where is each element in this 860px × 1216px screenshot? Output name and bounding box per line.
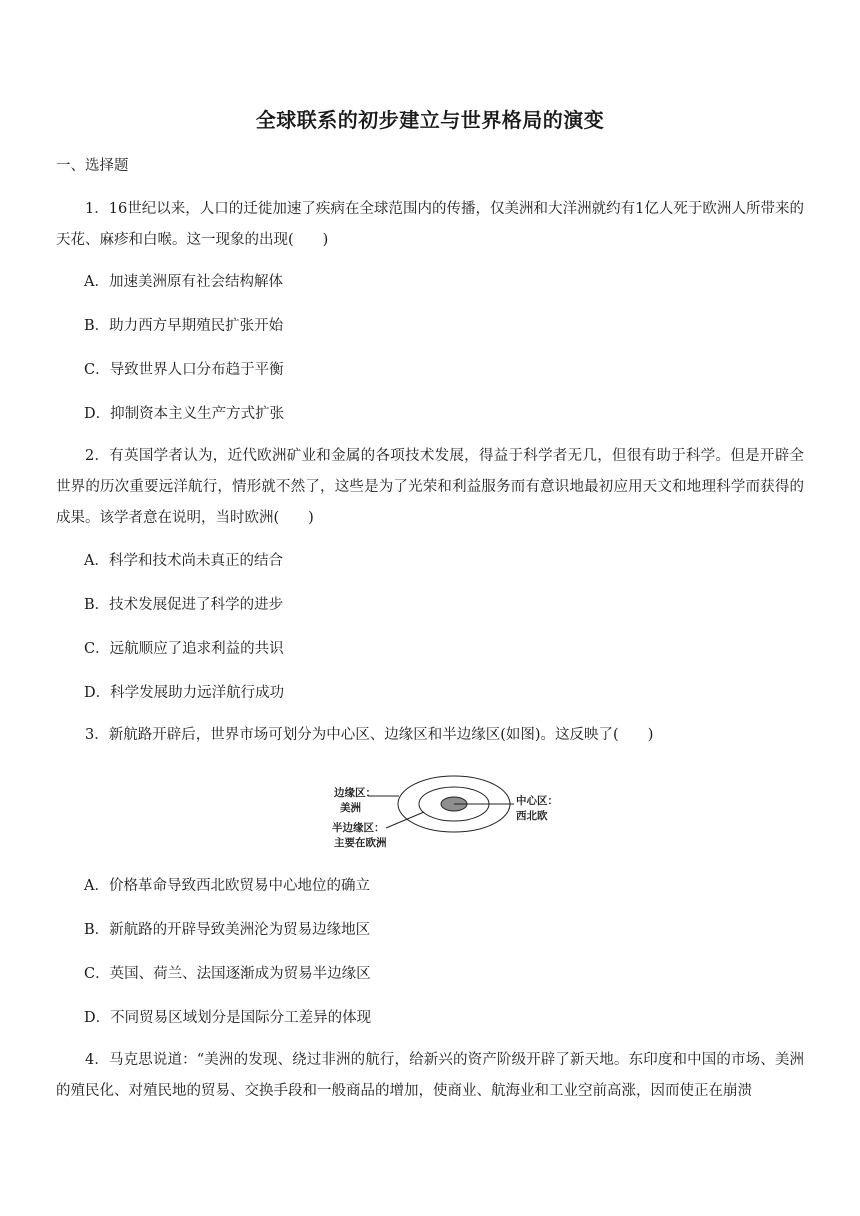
- page-title: 全球联系的初步建立与世界格局的演变: [255, 108, 605, 132]
- question-2-option-a: A．科学和技术尚未真正的结合: [84, 553, 283, 569]
- question-2-option-c: C．远航顺应了追求利益的共识: [84, 641, 284, 657]
- section-heading: 一、选择题: [56, 158, 129, 174]
- center-zone-label: 中心区：: [516, 795, 558, 807]
- market-zones-diagram: [330, 774, 590, 854]
- question-2-option-b: B．技术发展促进了科学的进步: [84, 597, 284, 613]
- question-2-option-d: D．科学发展助力远洋航行成功: [84, 685, 285, 701]
- question-3-option-b: B．新航路的开辟导致美洲沦为贸易边缘地区: [84, 922, 371, 938]
- question-1-option-b: B．助力西方早期殖民扩张开始: [84, 318, 284, 334]
- edge-zone-region: 美洲: [340, 802, 361, 814]
- edge-zone-label: 边缘区：: [334, 787, 376, 799]
- center-zone-region: 西北欧: [516, 810, 548, 822]
- semi-edge-zone-region: 主要在欧洲: [334, 837, 387, 849]
- question-3-option-a: A．价格革命导致西北欧贸易中心地位的确立: [84, 878, 370, 894]
- question-3-option-d: D．不同贸易区域划分是国际分工差异的体现: [84, 1010, 372, 1026]
- question-4-stem: 4．马克思说道：“美洲的发现、绕过非洲的航行，给新兴的资产阶级开辟了新天地。东印度和中国的市场、美洲的殖民化、对殖民地的贸易、交换手段和一般商品的增加，使商业、航海业和工业空前高涨，因而使正在崩溃: [56, 1052, 804, 1099]
- semi-edge-zone-label: 半边缘区：: [332, 822, 385, 834]
- question-1-option-c: C．导致世界人口分布趋于平衡: [84, 362, 284, 378]
- question-1-stem: 1．16世纪以来，人口的迁徙加速了疾病在全球范围内的传播，仅美洲和大洋洲就约有1亿人死于欧洲人所带来的天花、麻疹和白喉。这一现象的出现( ): [56, 201, 804, 248]
- question-3-option-c: C．英国、荷兰、法国逐渐成为贸易半边缘区: [84, 966, 371, 982]
- question-2-stem: 2．有英国学者认为，近代欧洲矿业和金属的各项技术发展，得益于科学者无几，但很有助于科学。但是开辟全世界的历次重要远洋航行，情形就不然了，这些是为了光荣和利益服务而有意识地最初应用天文和地理科学而获得的成果。该学者意在说明，当时欧洲( ): [56, 448, 804, 526]
- question-3-stem: 3．新航路开辟后，世界市场可划分为中心区、边缘区和半边缘区(如图)。这反映了( ): [85, 727, 654, 743]
- question-1-option-a: A．加速美洲原有社会结构解体: [84, 274, 283, 290]
- question-1-option-d: D．抑制资本主义生产方式扩张: [84, 406, 285, 422]
